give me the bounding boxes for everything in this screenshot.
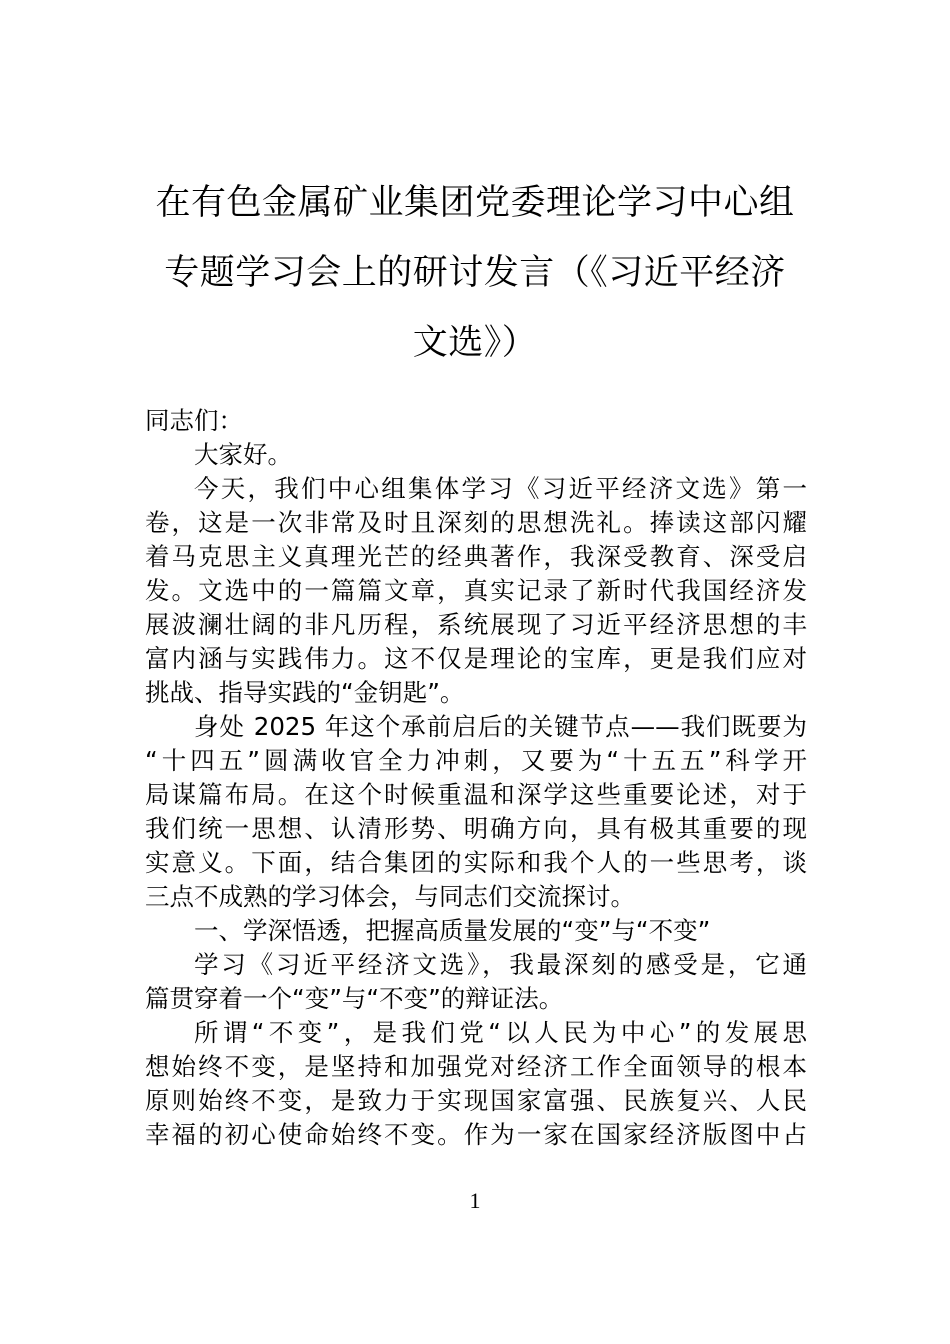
document-title xyxy=(145,168,805,378)
body-text-line: 我们统一思想、认清形势、明确方向，具有极其重要的现 xyxy=(145,814,807,843)
body-text-line: 篇贯穿着一个“变”与“不变”的辩证法。 xyxy=(145,984,564,1013)
body-text-line: 想始终不变，是坚持和加强党对经济工作全面领导的根本 xyxy=(145,1052,807,1081)
body-text-line: 实意义。下面，结合集团的实际和我个人的一些思考，谈 xyxy=(145,848,807,877)
body-text-line: 幸福的初心使命始终不变。作为一家在国家经济版图中占 xyxy=(145,1120,807,1149)
document-body xyxy=(145,404,807,1152)
title-line-2: 专题学习会上的研讨发言（《习近平经济 xyxy=(164,253,786,293)
body-text-line: 大家好。 xyxy=(194,440,292,469)
body-text-line: 同志们： xyxy=(145,406,243,435)
title-line-1: 在有色金属矿业集团党委理论学习中心组 xyxy=(155,183,795,223)
body-text-line: 所谓“不变”，是我们党“以人民为中心”的发展思 xyxy=(194,1018,807,1047)
body-text-line: 原则始终不变，是致力于实现国家富强、民族复兴、人民 xyxy=(145,1086,807,1115)
body-text-line: 发。文选中的一篇篇文章，真实记录了新时代我国经济发 xyxy=(145,576,807,605)
body-text-line: 局谋篇布局。在这个时候重温和深学这些重要论述，对于 xyxy=(145,780,807,809)
body-text-line: “十四五”圆满收官全力冲刺，又要为“十五五”科学开 xyxy=(145,746,807,775)
body-text-line: 今天，我们中心组集体学习《习近平经济文选》第一 xyxy=(194,474,807,503)
body-text-line: 展波澜壮阔的非凡历程，系统展现了习近平经济思想的丰 xyxy=(145,610,807,639)
body-text-line: 富内涵与实践伟力。这不仅是理论的宝库，更是我们应对 xyxy=(145,644,807,673)
body-text-line: 学习《习近平经济文选》，我最深刻的感受是，它通 xyxy=(194,950,807,979)
body-text-line: 挑战、指导实践的“金钥匙”。 xyxy=(145,678,465,707)
body-text-line: 三点不成熟的学习体会，与同志们交流探讨。 xyxy=(145,882,635,911)
body-text-line: 一、学深悟透，把握高质量发展的“变”与“不变” xyxy=(194,916,711,945)
body-text-line: 着马克思主义真理光芒的经典著作，我深受教育、深受启 xyxy=(145,542,807,571)
body-text-line: 身处 2025 年这个承前启后的关键节点——我们既要为 xyxy=(194,712,807,741)
page-number: 1 xyxy=(469,1188,481,1213)
title-line-3: 文选》） xyxy=(412,323,538,363)
body-text-line: 卷，这是一次非常及时且深刻的思想洗礼。捧读这部闪耀 xyxy=(145,508,807,537)
